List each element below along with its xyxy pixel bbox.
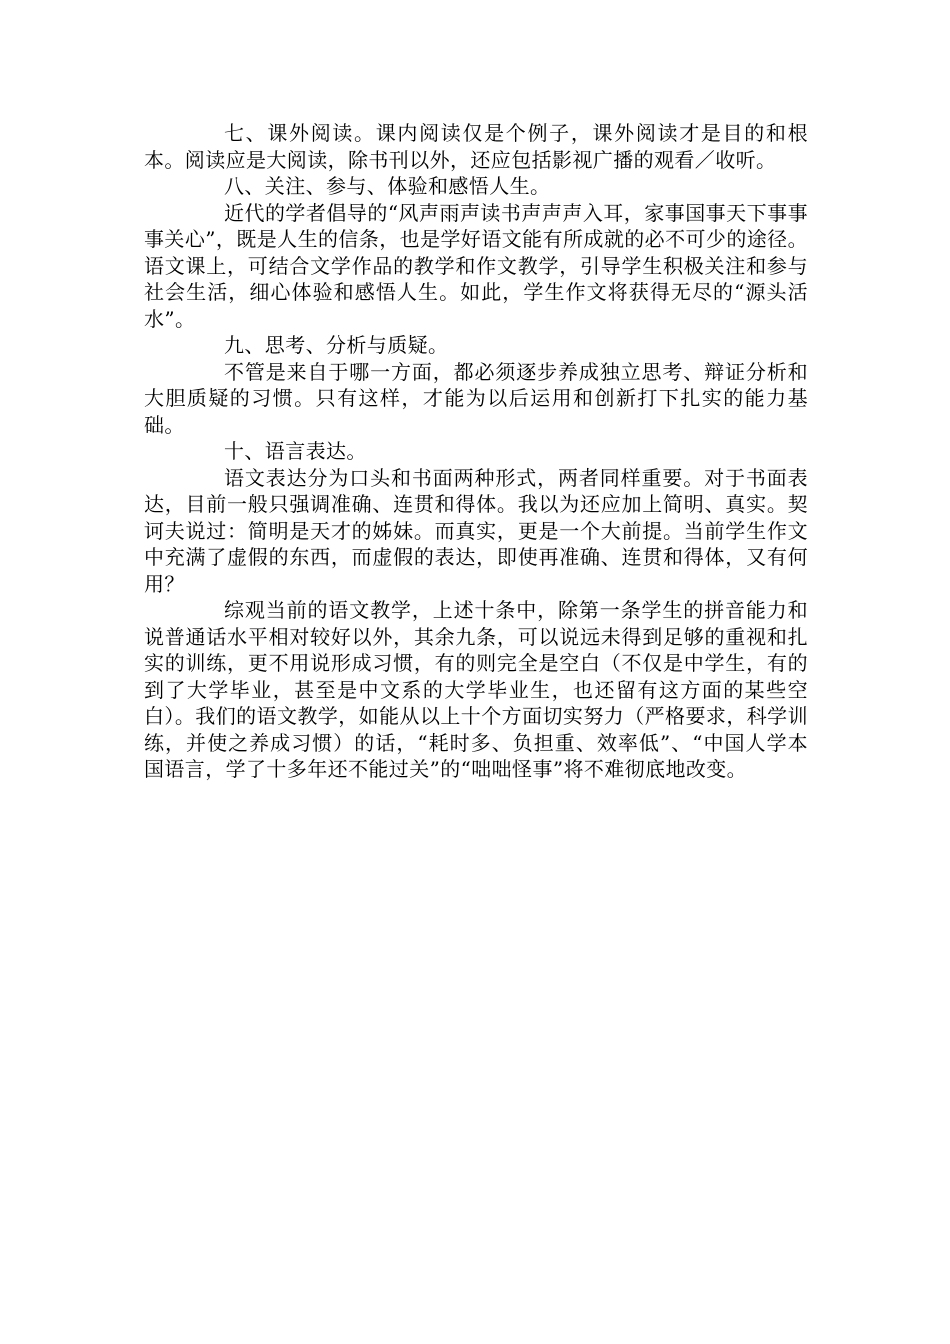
paragraph-section-8-body: 近代的学者倡导的“风声雨声读书声声声入耳，家事国事天下事事事关心”，既是人生的信条，也是学好语文能有所成就的必不可少的途径。语文课上，可结合文学作品的教学和作文教学，引导学生积极关注和参与社会生活，细心体验和感悟人生。如此，学生作文将获得无尽的“源头活水”。 — [144, 200, 808, 331]
document-page — [144, 120, 808, 783]
heading-section-10: 十、语言表达。 — [224, 439, 367, 463]
paragraph-section-7: 七、课外阅读。课内阅读仅是个例子，课外阅读才是目的和根本。阅读应是大阅读，除书刊以外，还应包括影视广播的观看／收听。 — [144, 121, 808, 172]
paragraph-section-10-body: 语文表达分为口头和书面两种形式，两者同样重要。对于书面表达，目前一般只强调准确、连贯和得体。我以为还应加上简明、真实。契诃夫说过：简明是天才的姊妹。而真实，更是一个大前提。当前学生作文中充满了虚假的东西，而虚假的表达，即使再准确、连贯和得体，又有何用？ — [144, 465, 808, 596]
heading-section-9: 九、思考、分析与质疑。 — [224, 333, 449, 357]
paragraph-section-9-body: 不管是来自于哪一方面，都必须逐步养成独立思考、辩证分析和大胆质疑的习惯。只有这样，才能为以后运用和创新打下扎实的能力基础。 — [144, 359, 808, 437]
heading-section-8: 八、关注、参与、体验和感悟人生。 — [224, 174, 551, 198]
paragraph-conclusion: 综观当前的语文教学，上述十条中，除第一条学生的拼音能力和说普通话水平相对较好以外，其余九条，可以说远未得到足够的重视和扎实的训练，更不用说形成习惯，有的则完全是空白（不仅是中学生，有的到了大学毕业，甚至是中文系的大学毕业生，也还留有这方面的某些空白）。我们的语文教学，如能从以上十个方面切实努力（严格要求，科学训练，并使之养成习惯）的话，“耗时多、负担重、效率低”、“中国人学本国语言，学了十多年还不能过关”的“咄咄怪事”将不难彻底地改变。 — [144, 598, 808, 781]
